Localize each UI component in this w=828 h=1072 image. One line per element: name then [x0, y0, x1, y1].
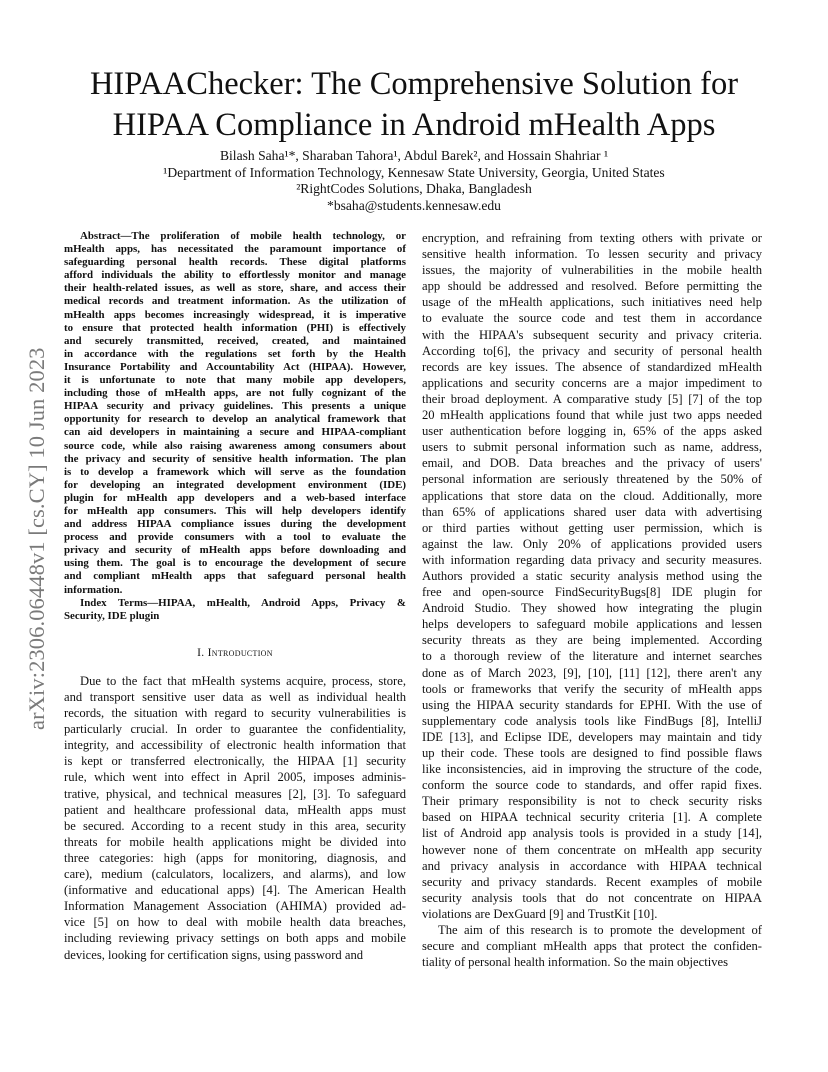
- body-text-line: helps developers to safeguard mobile applications and lessen: [422, 617, 762, 632]
- abstract-line: medical records and treatment information. As the utilization of: [64, 295, 406, 308]
- body-text-line: supplementary code analysis tools like FindBugs [8], IntelliJ: [422, 713, 762, 728]
- abstract-line: and compliant mHealth apps that safeguard personal health: [64, 570, 406, 583]
- body-text-line: including reviewing privacy settings on both apps and mobile: [64, 931, 406, 946]
- abstract-line: the privacy and security of sensitive health information. The plan: [64, 452, 406, 465]
- body-text-line: records, the situation with regard to security vulnerabilities is: [64, 706, 406, 721]
- index-terms-line: Security, IDE plugin: [64, 609, 160, 622]
- abstract-line: and address HIPAA compliance issues during the development: [64, 518, 406, 531]
- body-text-line: than 65% of applications shared user data with advertising: [422, 504, 762, 519]
- body-text-line: three categories: high (apps for monitoring, diagnosis, and: [64, 850, 406, 865]
- body-text-line: with the HIPAA's subsequent security and privacy criteria.: [422, 327, 762, 342]
- body-text-line: is kept or transferred electronically, the HIPAA [1] security: [64, 754, 406, 769]
- body-text-line: care), medium (calculators, localizers, and alarms), and low: [64, 867, 406, 882]
- body-text-line: email, and DOB. Data breaches and the privacy of users': [422, 456, 762, 471]
- right-column: [422, 230, 762, 970]
- body-text-line: using the HIPAA security standards for EPHI. With the use of: [422, 697, 762, 712]
- body-text-line: user authentication before logging in, 65% of the apps asked: [422, 424, 762, 439]
- body-text-line: patient and healthcare professional data, mHealth apps must: [64, 802, 406, 817]
- body-text-line: applications that store data on the cloud. Additionally, more: [422, 488, 762, 503]
- abstract-line: privacy and security of mHealth apps before downloading and: [64, 544, 406, 557]
- index-terms-line: Index Terms—HIPAA, mHealth, Android Apps, Privacy &: [80, 596, 406, 609]
- body-text-line: up their code. These tools are designed to find possible flaws: [422, 746, 762, 760]
- body-text-line: threats for mobile health applications might be divided into: [64, 834, 406, 849]
- body-text-line: Authors provided a static security analysis method using the: [422, 568, 762, 583]
- body-text-line: issues, the majority of vulnerabilities in the mobile health: [422, 263, 762, 278]
- body-text-line: like inconsistencies, aid in improving the structure of the code,: [422, 762, 762, 777]
- abstract-line: afford individuals the ability to effortlessly monitor and manage: [64, 269, 406, 282]
- body-text-line: to evaluate the source code and test them in accordance: [422, 311, 762, 326]
- abstract-line: their health-related issues, as well as store, share, and access their: [64, 282, 406, 295]
- body-text-line: against the law. Only 20% of applications provided users: [422, 536, 762, 551]
- abstract-line: opportunity for research to develop an analytical framework that: [64, 413, 406, 426]
- body-text-line: The aim of this research is to promote the development of: [438, 923, 762, 938]
- abstract-line: mHealth apps, has necessitated the paramount importance of: [64, 243, 406, 256]
- abstract-line: in accordance with the regulations set forth by the Health: [64, 347, 406, 360]
- body-text-line: to a thorough review of the literature and internet searches: [422, 649, 762, 664]
- abstract-line: source code, while also raising awareness among consumers about: [64, 439, 406, 452]
- intro-text-left: [64, 673, 406, 963]
- body-text-line: security threats as they are being implemented. According: [422, 633, 762, 648]
- title-line: HIPAAChecker: The Comprehensive Solution for: [89, 66, 739, 102]
- body-text-line: secure and compliant mHealth apps that protect the confiden-: [422, 939, 762, 954]
- affiliation: ²RightCodes Solutions, Dhaka, Bangladesh: [296, 181, 532, 197]
- abstract-line: safeguarding personal health records. These digital platforms: [64, 256, 406, 269]
- body-text-line: Due to the fact that mHealth systems acquire, process, store,: [80, 673, 406, 688]
- abstract-line: for developing an integrated development environment (IDE): [64, 478, 406, 491]
- body-text-line: conform the source code to standards, and offer rapid fixes.: [422, 778, 762, 793]
- body-text-line: with information regarding data privacy and security measures.: [422, 552, 762, 567]
- abstract-line: for mHealth app consumers. This will help developers identify: [64, 504, 406, 517]
- body-text-line: be secured. According to a recent study in this area, security: [64, 818, 406, 833]
- body-text-line: integrity, and accessibility of electronic health information that: [64, 738, 406, 753]
- body-text-line: Android Studio. They showed how integrating the plugin: [422, 601, 762, 616]
- body-text-line: tiality of personal health information. So the main objectives: [422, 955, 729, 970]
- body-text-line: particularly crucial. In order to guarantee the confidentiality,: [64, 722, 406, 737]
- body-text-line: Their primary responsibility is not to check security risks: [422, 794, 762, 809]
- body-text-line: list of Android app analysis tools is provided in a study [14],: [422, 826, 762, 841]
- body-text-line: devices, looking for certification signs, using password and: [64, 947, 364, 962]
- body-text-line: Information Management Association (AHIMA) provided ad-: [64, 899, 406, 914]
- abstract-line: information.: [64, 583, 123, 596]
- body-text-line: rule, which went into effect in April 2005, imposes adminis-: [64, 770, 406, 785]
- body-text-line: personal information are seriously threatened by the 50% of: [422, 472, 762, 487]
- section-heading: I. Introduction: [197, 646, 273, 659]
- abstract-line: can aid developers in maintaining a secure and HIPAA-compliant: [64, 426, 406, 439]
- abstract-line: Insurance Portability and Accountability Act (HIPAA). However,: [64, 360, 406, 373]
- body-text-line: security analysis tools that do not concentrate on HIPAA: [422, 890, 762, 905]
- arxiv-identifier[interactable]: arXiv:2306.06448v1 [cs.CY] 10 Jun 2023: [24, 347, 49, 730]
- body-text-line: or third parties without getting user permission, which is: [422, 520, 762, 535]
- body-text-line: applications and security concerns are a major impediment to: [422, 375, 762, 390]
- abstract-line: to ensure that protected health information (PHI) is effectively: [64, 321, 406, 334]
- abstract-line: Abstract—The proliferation of mobile health technology, or: [80, 230, 406, 242]
- contact-email: *bsaha@students.kennesaw.edu: [327, 197, 501, 213]
- body-text-line: violations are DexGuard [9] and TrustKit [10].: [422, 906, 658, 921]
- body-text-line: however none of them concentrate on mHealth app security: [422, 842, 762, 857]
- abstract-line: it is unfortunate to note that many mobile app developers,: [64, 374, 406, 387]
- body-text-line: app should be addressed and resolved. Before permitting the: [422, 279, 762, 294]
- body-text-line: and privacy analysis in accordance with HIPAA technical: [422, 858, 762, 873]
- abstract-line: process and provide consumers with a tool to evaluate the: [64, 531, 406, 544]
- body-text-line: (informative and educational apps) [4]. The American Health: [64, 883, 406, 898]
- body-text-line: trative, physical, and technical measures [2], [3]. To safeguard: [64, 786, 406, 801]
- body-text-line: security and privacy standards. Recent examples of mobile: [422, 874, 762, 889]
- abstract: [64, 230, 406, 597]
- abstract-line: HIPAA security and privacy guidelines. This presents a unique: [64, 400, 406, 413]
- body-text-line: users to submit personal information such as name, address,: [422, 440, 762, 455]
- body-text-line: encryption, and refraining from texting others with private or: [422, 231, 762, 245]
- body-text-line: vice [5] on how to deal with mobile health data breaches,: [64, 915, 406, 930]
- body-text-line: done as of March 2023, [9], [10], [11] [12], there aren't any: [422, 665, 762, 680]
- body-text-line: IDE [13], and Eclipse IDE, developers may maintain and tidy: [422, 729, 762, 744]
- body-text-line: and transport sensitive user data as well as individual health: [64, 690, 406, 704]
- affiliation: ¹Department of Information Technology, Kennesaw State University, Georgia, United States: [163, 164, 665, 180]
- abstract-line: using them. The goal is to encourage the development of secure: [64, 557, 406, 570]
- author-list: Bilash Saha¹*, Sharaban Tahora¹, Abdul Barek², and Hossain Shahriar ¹: [219, 148, 609, 163]
- abstract-line: plugin for mHealth app developers and a web-based interface: [64, 491, 406, 504]
- abstract-line: including those of mHealth apps, are not fully cognizant of the: [64, 387, 406, 400]
- body-text-line: According to[6], the privacy and security of personal health: [422, 343, 762, 358]
- body-text-line: free and open-source FindSecurityBugs[8] IDE plugin for: [422, 585, 762, 600]
- body-text-line: sensitive health information. To lessen security and privacy: [422, 247, 762, 262]
- body-text-line: based on HIPAA technical security criteria [1]. A complete: [422, 810, 762, 825]
- body-text-line: their broad deployment. A comparative study [5] [7] of the top: [422, 391, 762, 406]
- abstract-line: and securely transmitted, received, created, and maintained: [64, 334, 406, 347]
- body-text-line: usage of the mHealth applications, such initiatives need help: [422, 295, 762, 310]
- body-text-line: tools or frameworks that verify the security of mHealth apps: [422, 681, 762, 696]
- left-column: [64, 230, 406, 963]
- title-line: HIPAA Compliance in Android mHealth Apps: [112, 107, 716, 143]
- abstract-line: is to develop a framework which will serve as the foundation: [64, 465, 406, 478]
- index-terms: [64, 597, 406, 623]
- intro-text-right: [422, 230, 762, 970]
- body-text-line: records are key issues. The absence of standardized mHealth: [422, 359, 762, 374]
- body-text-line: 20 mHealth applications found that while just two apps needed: [422, 408, 762, 423]
- author-block: [40, 148, 788, 214]
- abstract-line: mHealth apps becomes increasingly widespread, it is imperative: [64, 308, 406, 321]
- paper-title: [40, 64, 788, 146]
